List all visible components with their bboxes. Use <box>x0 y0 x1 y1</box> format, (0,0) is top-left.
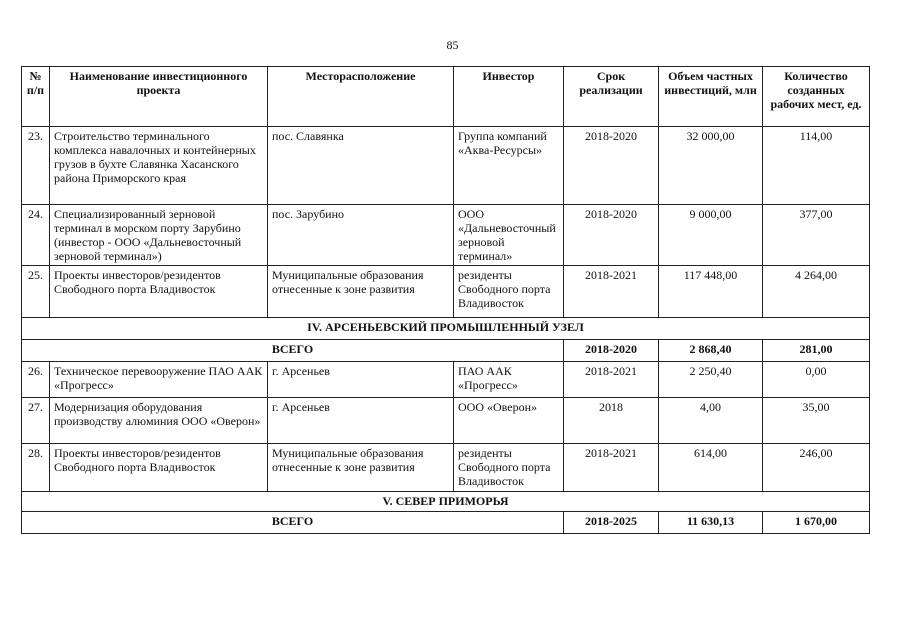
row-volume: 32 000,00 <box>659 127 763 205</box>
section-title: IV. АРСЕНЬЕВСКИЙ ПРОМЫШЛЕННЫЙ УЗЕЛ <box>22 318 870 340</box>
row-location: пос. Славянка <box>268 127 454 205</box>
header-period: Срок реализации <box>564 67 659 127</box>
table-row <box>22 398 870 444</box>
row-period: 2018-2020 <box>564 205 659 266</box>
table-header-row <box>22 67 870 127</box>
row-period: 2018 <box>564 398 659 444</box>
row-location: пос. Зарубино <box>268 205 454 266</box>
row-num: 24. <box>22 205 50 266</box>
header-name: Наименование инвестиционного проекта <box>50 67 268 127</box>
section-title: V. СЕВЕР ПРИМОРЬЯ <box>22 492 870 512</box>
row-investor: резиденты Свободного порта Владивосток <box>454 266 564 318</box>
row-period: 2018-2021 <box>564 362 659 398</box>
row-name: Проекты инвесторов/резидентов Свободного порта Владивосток <box>50 266 268 318</box>
page-number: 85 <box>446 38 459 52</box>
row-num: 23. <box>22 127 50 205</box>
table-row <box>22 444 870 492</box>
row-name: Модернизация оборудования производству алюминия ООО «Оверон» <box>50 398 268 444</box>
row-jobs: 377,00 <box>763 205 870 266</box>
row-num: 27. <box>22 398 50 444</box>
total-period: 2018-2020 <box>564 340 659 362</box>
row-investor: резиденты Свободного порта Владивосток <box>454 444 564 492</box>
total-row <box>22 340 870 362</box>
total-label: ВСЕГО <box>22 512 564 534</box>
header-volume: Объем частных инвестиций, млн <box>659 67 763 127</box>
row-period: 2018-2020 <box>564 127 659 205</box>
row-num: 28. <box>22 444 50 492</box>
table-row <box>22 205 870 266</box>
row-location: Муниципальные образования отнесенные к зоне развития <box>268 444 454 492</box>
table-row <box>22 127 870 205</box>
section-row <box>22 318 870 340</box>
row-location: Муниципальные образования отнесенные к зоне развития <box>268 266 454 318</box>
total-jobs: 1 670,00 <box>763 512 870 534</box>
row-volume: 4,00 <box>659 398 763 444</box>
row-jobs: 246,00 <box>763 444 870 492</box>
total-period: 2018-2025 <box>564 512 659 534</box>
row-jobs: 114,00 <box>763 127 870 205</box>
row-jobs: 4 264,00 <box>763 266 870 318</box>
table-row <box>22 362 870 398</box>
row-jobs: 0,00 <box>763 362 870 398</box>
row-num: 25. <box>22 266 50 318</box>
row-name: Проекты инвесторов/резидентов Свободного порта Владивосток <box>50 444 268 492</box>
row-investor: Группа компаний «Аква-Ресурсы» <box>454 127 564 205</box>
investment-projects-table <box>21 66 870 534</box>
row-investor: ПАО ААК «Прогресс» <box>454 362 564 398</box>
total-jobs: 281,00 <box>763 340 870 362</box>
row-name: Строительство терминального комплекса навалочных и контейнерных грузов в бухте Славянка Хасанского района Приморского края <box>50 127 268 205</box>
header-investor: Инвестор <box>454 67 564 127</box>
row-investor: ООО «Дальневосточный зерновой терминал» <box>454 205 564 266</box>
row-location: г. Арсеньев <box>268 362 454 398</box>
header-location: Месторасположение <box>268 67 454 127</box>
row-volume: 614,00 <box>659 444 763 492</box>
row-name: Техническое перевооружение ПАО ААК «Прогресс» <box>50 362 268 398</box>
row-period: 2018-2021 <box>564 266 659 318</box>
row-location: г. Арсеньев <box>268 398 454 444</box>
section-row <box>22 492 870 512</box>
total-row <box>22 512 870 534</box>
total-volume: 2 868,40 <box>659 340 763 362</box>
table-row <box>22 266 870 318</box>
row-volume: 2 250,40 <box>659 362 763 398</box>
total-label: ВСЕГО <box>22 340 564 362</box>
row-investor: ООО «Оверон» <box>454 398 564 444</box>
header-num: № п/п <box>22 67 50 127</box>
row-period: 2018-2021 <box>564 444 659 492</box>
total-volume: 11 630,13 <box>659 512 763 534</box>
row-num: 26. <box>22 362 50 398</box>
row-jobs: 35,00 <box>763 398 870 444</box>
header-jobs: Количество созданных рабочих мест, ед. <box>763 67 870 127</box>
row-volume: 9 000,00 <box>659 205 763 266</box>
row-volume: 117 448,00 <box>659 266 763 318</box>
row-name: Специализированный зерновой терминал в морском порту Зарубино (инвестор - ООО «Дальневосточный зерновой терминал») <box>50 205 268 266</box>
